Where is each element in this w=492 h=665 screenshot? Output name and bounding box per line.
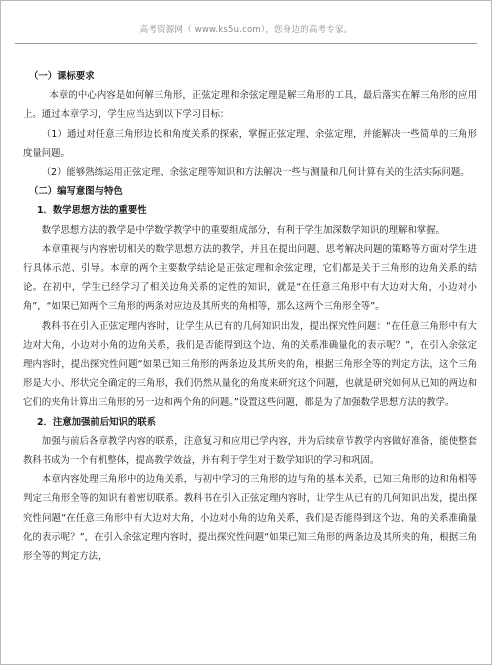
header-divider	[15, 43, 477, 44]
paragraph: 加强与前后各章教学内容的联系，注意复习和应用已学内容，并为后续章节教学内容做好准备，能使整套教科书成为一个有机整体，提高教学效益，并有利于学生对于数学知识的学习和巩固。	[23, 435, 477, 467]
paragraph: （1）通过对任意三角形边长和角度关系的探索，掌握正弦定理、余弦定理，并能解决一些简单的三角形度量问题。	[23, 128, 477, 159]
page-header: 高考资源网（ www.ks5u.com），您身边的高考专家。	[139, 25, 353, 35]
subsection-title: 2．注意加强前后知识的联系	[37, 416, 157, 428]
paragraph: 本章的中心内容是如何解三角形，正弦定理和余弦定理是解三角形的工具，最后落实在解三角形的应用上。通过本章学习，学生应当达到以下学习目标：	[23, 90, 477, 121]
paragraph: 数学思想方法的教学是中学数学教学中的重要组成部分，有利于学生加深数学知识的理解和掌握。	[41, 224, 445, 236]
paragraph: 本章内容处理三角形中的边角关系，与初中学习的三角形的边与角的基本关系，已知三角形的边和角相等判定三角形全等的知识有着密切联系。教科书在引入正弦定理内容时，让学生从已有的几何知识出发，提出探究性问题“在任意三角形中有大边对大角，小边对小角的边角关系，我们是否能得到这个边、角的关系准确量化的表示呢？”，在引入余弦定理内容时，提出探究性问题“如果已知三角形的两条边及其所夹的角，根据三角形全等的判定方法，	[23, 474, 477, 563]
section-heading-intent: （二）编写意图与特色	[29, 186, 123, 198]
paragraph: 本章重视与内容密切相关的数学思想方法的教学，并且在提出问题、思考解决问题的策略等方面对学生进行具体示范、引导。本章的两个主要数学结论是正弦定理和余弦定理，它们都是关于三角形的边角关系的结论。在初中，学生已经学习了相关边角关系的定性的知识，就是“在任意三角形中有大边对大角，小边对小角”，“如果已知两个三角形的两条对应边及其所夹的角相等，那么这两个三角形全等”。	[23, 243, 477, 313]
document-body	[23, 67, 477, 566]
paragraph: 教科书在引入正弦定理内容时，让学生从已有的几何知识出发，提出探究性问题：“在任意三角形中有大边对大角，小边对小角的边角关系，我们是否能得到这个边、角的关系准确量化的表示呢？”，在引入余弦定理内容时，提出探究性问题“如果已知三角形的两条边及其所夹的角，根据三角形全等的判定方法，这个三角形是大小、形状完全确定的三角形，我们仍然从量化的角度来研究这个问题，也就是研究如何从已知的两边和它们的夹角计算出三角形的另一边和两个角的问题。”设置这些问题，都是为了加强数学思想方法的教学。	[23, 320, 477, 409]
subsection-title: 1．数学思想方法的重要性	[37, 205, 147, 217]
section-heading-curriculum: （一）课标要求	[29, 71, 95, 82]
paragraph: （2）能够熟练运用正弦定理、余弦定理等知识和方法解决一些与测量和几何计算有关的生活实际问题。	[41, 167, 470, 179]
